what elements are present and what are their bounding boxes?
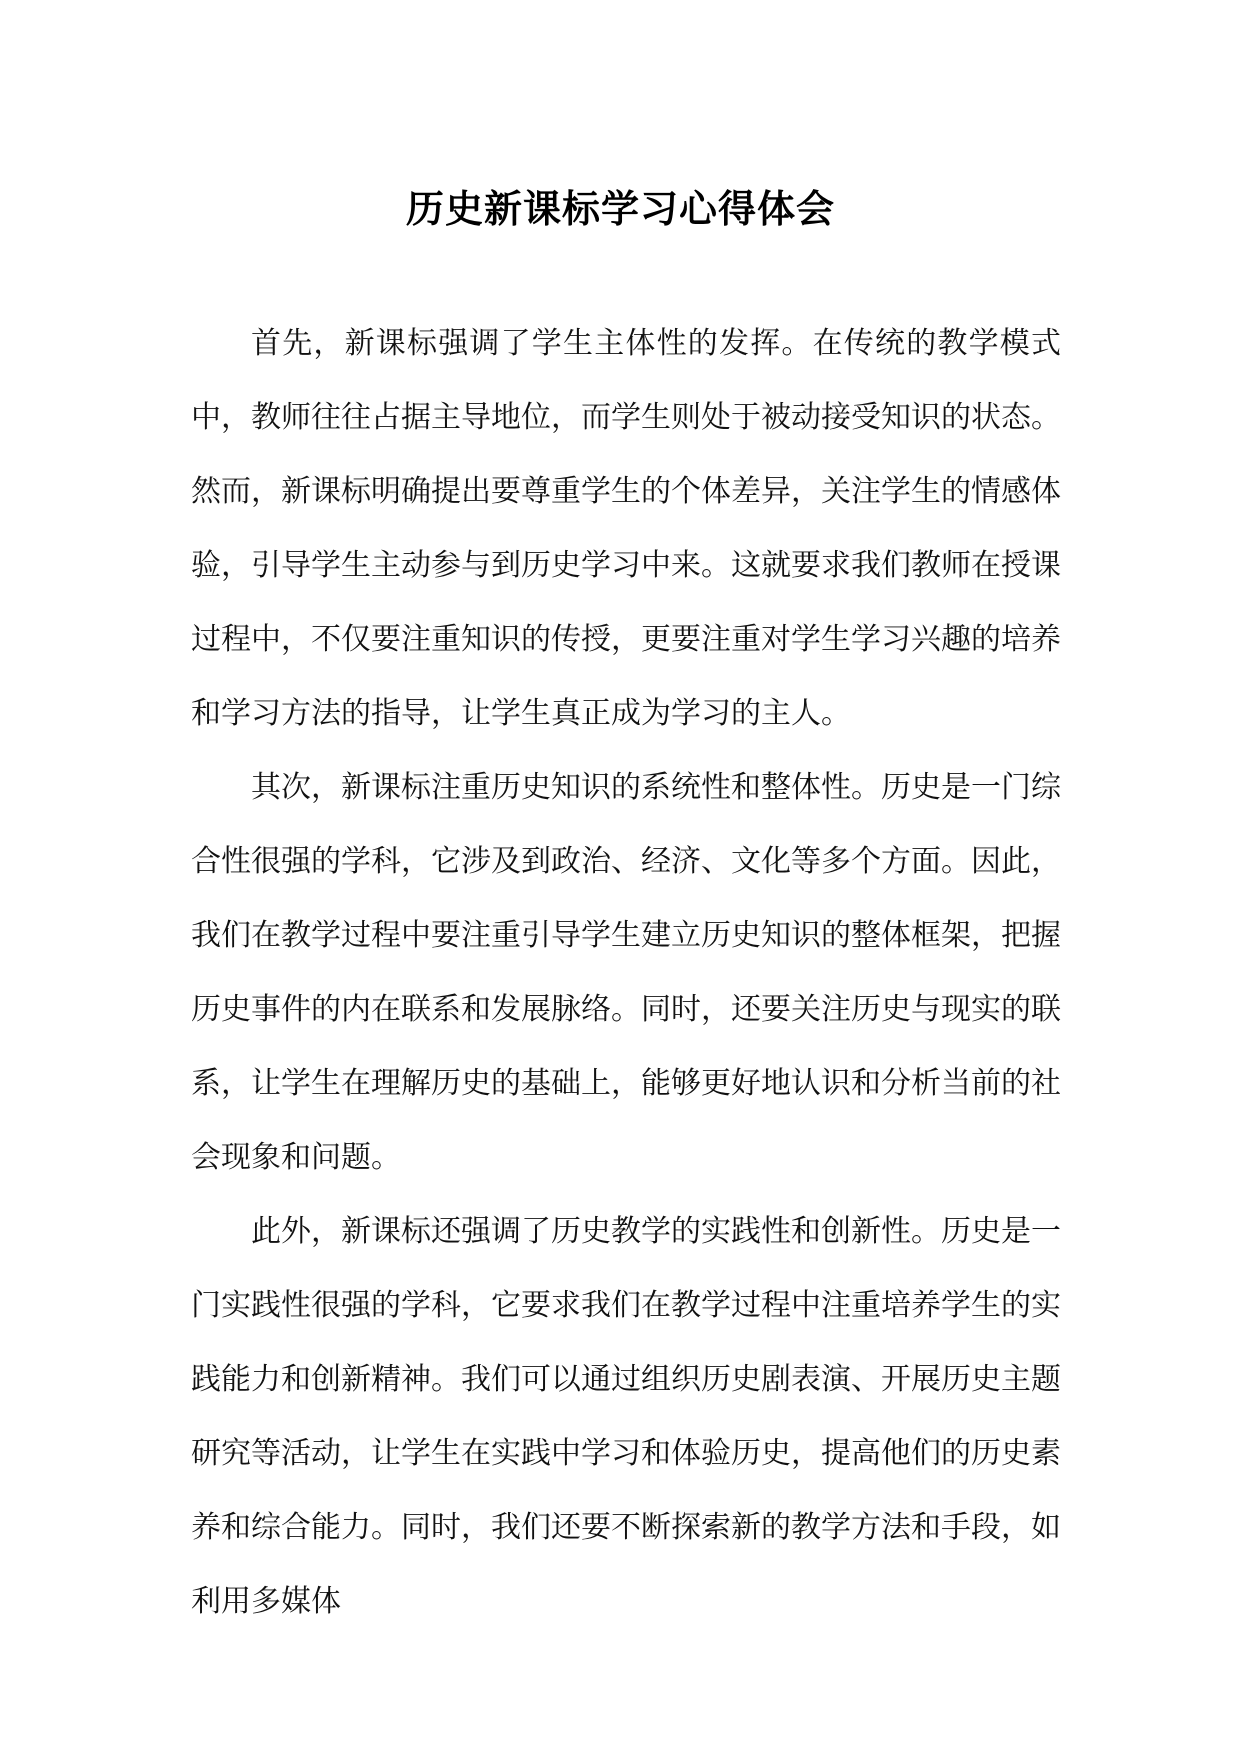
- document-title: 历史新课标学习心得体会: [405, 186, 835, 231]
- paragraph-2: 其次，新课标注重历史知识的系统性和整体性。历史是一门综合性很强的学科，它涉及到政治、经济、文化等多个方面。因此，我们在教学过程中要注重引导学生建立历史知识的整体框架，把握历史事件的内在联系和发展脉络。同时，还要关注历史与现实的联系，让学生在理解历史的基础上，能够更好地认识和分析当前的社会现象和问题。: [191, 770, 1061, 1175]
- paragraph-3: 此外，新课标还强调了历史教学的实践性和创新性。历史是一门实践性很强的学科，它要求我们在教学过程中注重培养学生的实践能力和创新精神。我们可以通过组织历史剧表演、开展历史主题研究等活动，让学生在实践中学习和体验历史，提高他们的历史素养和综合能力。同时，我们还要不断探索新的教学方法和手段，如利用多媒体: [191, 1214, 1061, 1619]
- paragraph-1: 首先，新课标强调了学生主体性的发挥。在传统的教学模式中，教师往往占据主导地位，而学生则处于被动接受知识的状态。然而，新课标明确提出要尊重学生的个体差异，关注学生的情感体验，引导学生主动参与到历史学习中来。这就要求我们教师在授课过程中，不仅要注重知识的传授，更要注重对学生学习兴趣的培养和学习方法的指导，让学生真正成为学习的主人。: [191, 326, 1061, 731]
- document-body: [191, 307, 1061, 1639]
